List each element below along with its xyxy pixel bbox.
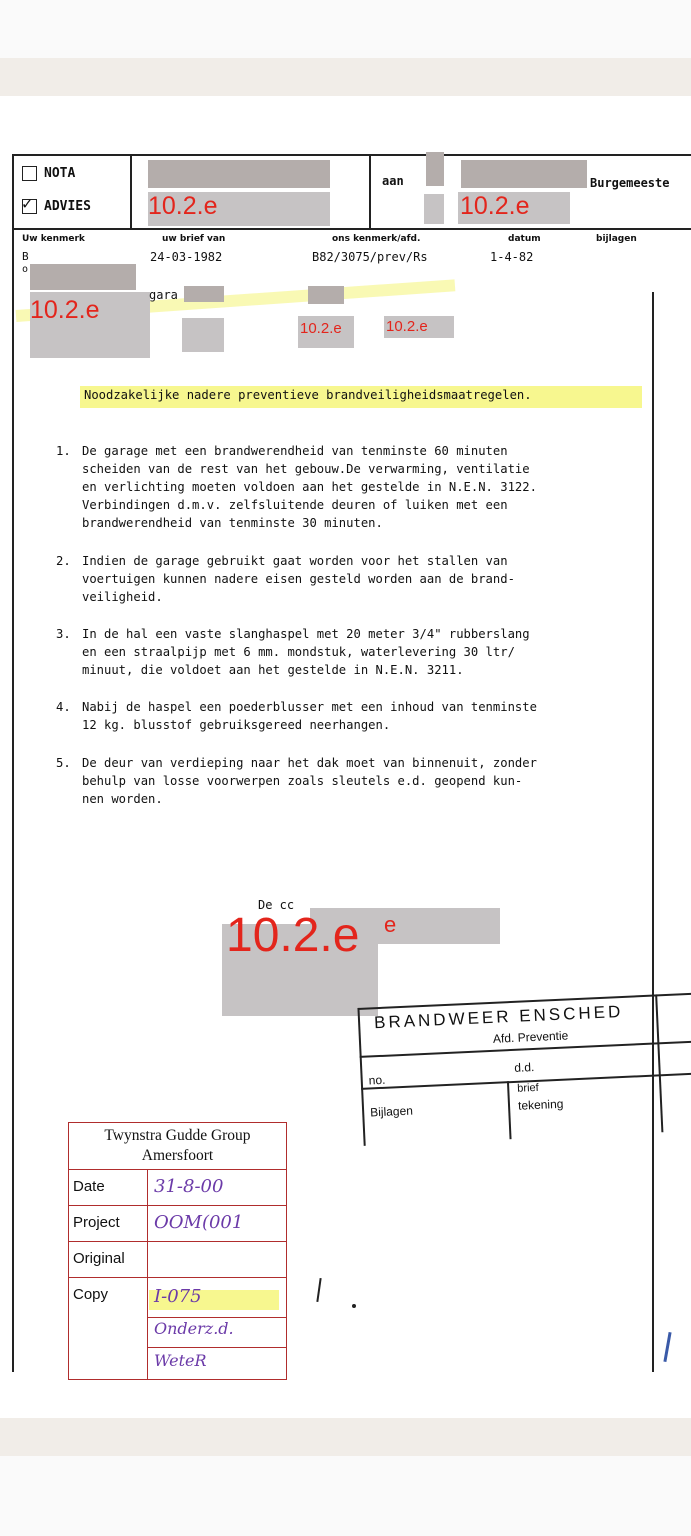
redaction-code-from: 10.2.e [148,192,218,220]
list-item-1 [56,442,656,534]
ons-kenmerk-value: B82/3075/prev/Rs [312,250,428,264]
stamp-original-label: Original [73,1250,125,1267]
brief-date: 24-03-1982 [150,250,223,264]
stamp-date-label: Date [73,1178,105,1195]
brandweer-stamp [356,960,691,1146]
stamp-bijlagen-label: Bijlagen [369,1103,414,1120]
stamp-copy-value: I-075 [154,1286,202,1307]
letter-title: Noodzakelijke nadere preventieve brandveiligheidsmaatregelen. [84,388,532,402]
top-margin-band [0,58,691,96]
col-ons-kenmerk: ons kenmerk/afd. [332,234,421,244]
list-item-3 [56,625,656,681]
redaction-aan-2 [424,194,444,224]
stamp-city: Amersfoort [141,1147,214,1164]
stamp-row-project [69,1205,286,1242]
pen-mark-1 [316,1278,321,1302]
list-item-2 [56,552,656,608]
stamp-brief-label: brief [517,1081,539,1095]
redaction-code-to: 10.2.e [460,192,530,220]
pen-mark-3 [663,1332,671,1362]
subject-fragment: gara [149,288,178,302]
stamp-no-label: no. [368,1072,386,1088]
list-item-text: In de hal een vaste slanghaspel met 20 meter 3/4" rubberslang en een straalpijp met 6 mm. mondstuk, waterlevering 30 ltr/ minuut, die voldoet aan het gestelde in N.E.N. 3211. [82,627,530,677]
list-item-4 [56,698,656,736]
stamp-date-value: 31-8-00 [154,1176,224,1197]
list-item-number: 2. [56,554,71,568]
datum-value: 1-4-82 [490,250,534,264]
stamp-row-date [69,1169,286,1206]
redaction-code-subject: 10.2.e [30,296,100,324]
list-item-number: 3. [56,627,71,641]
redaction-to [461,160,587,188]
uw-kenmerk-letter-1: B [22,250,29,263]
stamp-company: Twynstra Gudde Group [104,1127,251,1144]
list-item-text: De garage met een brandwerendheid van tenminste 60 minuten scheiden van de rest van het gebouw.De verwarming, ventilatie en verlichting moeten voldoen aan het gestelde in N.E.N. 3122. Verbindingen d.m.v. zelfsluitende deuren of luiken met een brandwerendheid van tenminste 30 minuten. [82,444,537,530]
bottom-margin-band [0,1418,691,1456]
redaction-code-signature-sup: e [384,912,397,937]
redaction-subject-5 [308,286,344,304]
stamp-copy-line-2: Onderz.d. [154,1319,234,1338]
brandweer-title: BRANDWEER ENSCHED [373,1001,624,1033]
redaction-aan-1 [426,152,444,186]
stamp-copy-label: Copy [73,1286,109,1303]
recipient-label: Burgemeeste [590,176,670,190]
stamp-project-label: Project [73,1214,120,1231]
col-uw-kenmerk: Uw kenmerk [22,234,85,244]
col-uw-brief-van: uw brief van [162,234,226,244]
header-col-divider-2 [369,154,371,228]
stamp-copy-line-3: WeteR [154,1351,207,1370]
col-datum: datum [508,234,541,244]
stamp-project-value: OOM(001 [154,1212,244,1233]
stamp-row-original [69,1241,286,1278]
redaction-code-subject-2: 10.2.e [300,320,342,337]
header-left-border [12,154,14,1372]
stamp-dd-label: d.d. [514,1060,535,1075]
list-item-text: Nabij de haspel een poederblusser met een inhoud van tenminste 12 kg. blusstof gebruiksgereed neerhangen. [82,700,537,732]
redaction-subject-3 [184,286,224,302]
stamp-row-copy [69,1277,286,1318]
nota-label: NOTA [44,166,76,181]
signature-prefix: De cc [258,898,295,912]
redaction-subject-4 [182,318,224,352]
redaction-code-subject-3: 10.2.e [386,318,428,335]
list-item-text: Indien de garage gebruikt gaat worden voor het stallen van voertuigen kunnen nadere eisen gesteld worden aan de brand- veiligheid. [82,554,515,604]
header-top-border [12,154,691,156]
uw-kenmerk-letter-2: o [22,264,29,275]
redaction-code-signature: 10.2.e [226,909,360,962]
nota-checkbox[interactable] [22,166,37,181]
scanned-letter-page [0,96,691,1418]
redaction-subject-1 [30,264,136,290]
list-item-number: 4. [56,700,71,714]
brandweer-dept: Afd. Preventie [492,1028,569,1046]
list-item-number: 1. [56,444,71,458]
checkmark-icon: ✓ [22,194,33,214]
pen-mark-2 [352,1304,356,1308]
header-col-divider-1 [130,154,132,228]
tgg-stamp [68,1122,287,1380]
list-item-5 [56,754,656,810]
aan-label: aan [382,174,404,188]
header-divider [12,228,691,230]
stamp-tekening-label: tekening [517,1096,564,1113]
redaction-from [148,160,330,188]
list-item-text: De deur van verdieping naar het dak moet van binnenuit, zonder behulp van losse voorwerpen zoals sleutels e.d. geopend kun- nen worden. [82,756,537,806]
list-item-number: 5. [56,756,71,770]
advies-label: ADVIES [44,199,91,214]
col-bijlagen: bijlagen [596,234,637,244]
